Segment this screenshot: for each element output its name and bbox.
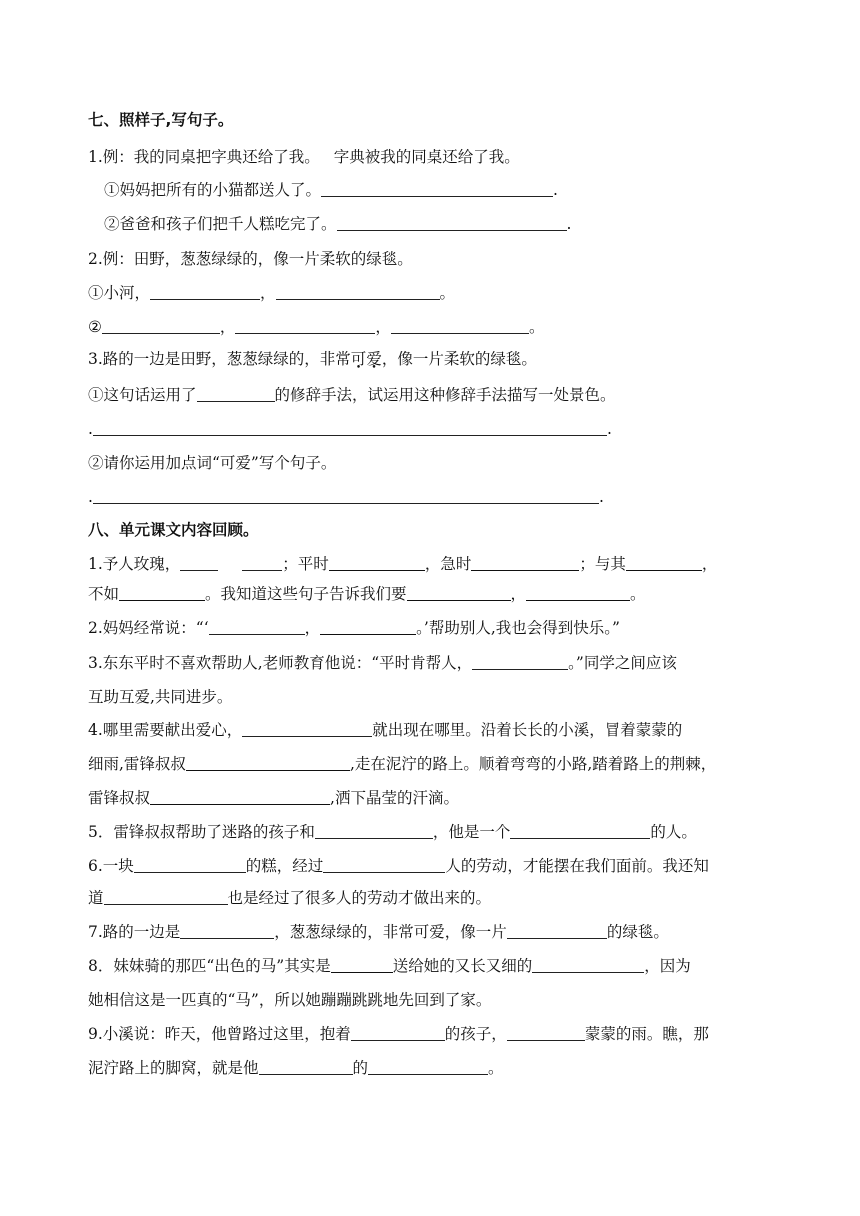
answer-blank[interactable] [507,922,607,939]
q-text: ， [260,284,276,302]
answer-blank[interactable] [197,385,275,402]
answer-blank[interactable] [235,317,375,334]
q-text: 蒙蒙的雨。瞧，那 [584,1025,709,1043]
s8-q3b: 互助互爱,共同进步。 [88,688,233,706]
answer-blank[interactable] [329,554,425,571]
s8-q5 [88,822,697,842]
answer-blank[interactable] [320,618,416,635]
q-text: 也是经过了很多人的劳动才做出来的。 [227,889,492,907]
q-text: . [553,181,558,199]
s7-q3-2: ②请你运用加点词“可爱”写个句子。 [88,454,337,472]
q-text: 的糕，经过 [245,857,324,875]
s8-q8b: 她相信这是一匹真的“马”，所以她蹦蹦跳跳地先回到了家。 [88,991,492,1009]
answer-blank[interactable] [532,956,644,973]
answer-blank[interactable] [102,317,220,334]
emphasis-char: 爱 [366,350,382,368]
q-text: 字典被我的同桌还给了我。 [333,148,520,166]
q-text: 。’帮助别人,我也会得到快乐。” [416,619,620,637]
q-text: 。我知道这些句子告诉我们要 [205,585,407,603]
answer-blank[interactable] [337,214,567,231]
answer-blank[interactable] [242,720,372,737]
q-text: ①小河， [88,284,151,302]
q-text: 送给她的又长又细的 [392,957,533,975]
answer-blank[interactable] [391,317,529,334]
q-text: 的孩子， [444,1025,507,1043]
q-text: . [566,215,572,233]
q-text: ，因为 [644,957,691,975]
q-text: ；与其 [579,555,626,573]
section-7-title: 七、照样子,写句子。 [88,111,234,129]
section-8-title: 八、单元课文内容回顾。 [88,521,259,539]
q-text: ，葱葱绿绿的，非常可爱，像一片 [274,923,507,941]
answer-blank[interactable] [526,584,630,601]
s8-q1 [88,554,717,574]
answer-line[interactable] [93,419,607,436]
s8-q1b [88,584,646,604]
q-text: 的绿毯。 [606,923,669,941]
answer-blank[interactable] [407,584,511,601]
q-text: 3.路的一边是田野，葱葱绿绿的，非常 [88,350,351,368]
q-text: ，急时 [424,555,472,573]
q-text: . [606,420,612,438]
q-text: 2.妈妈经常说：“‘ [88,619,209,637]
q-text: ， [304,619,321,637]
q-text: 。”同学之间应该 [568,654,677,672]
q-text: ， [510,585,527,603]
q-text: 道 [88,889,104,907]
s8-q7 [88,922,669,942]
s7-q1-1 [104,180,558,200]
q-text: 的 [352,1059,369,1077]
q-text: 。 [528,318,545,336]
s8-q6 [88,856,709,876]
s7-q1-2 [104,214,571,234]
answer-blank[interactable] [150,283,260,300]
answer-blank[interactable] [180,922,274,939]
answer-blank[interactable] [209,618,305,635]
q-text: 细雨,雷锋叔叔 [88,755,186,773]
q-text: . [88,488,93,506]
q-text: 泥泞路上的脚窝，就是他 [88,1059,259,1077]
answer-blank[interactable] [119,584,205,601]
s8-q4b [88,754,716,774]
s8-q4 [88,720,682,740]
q-text: 3.东东平时不喜欢帮助人,老师教育他说：“平时肯帮人， [88,654,473,672]
q-text: 。 [488,1059,504,1077]
answer-blank[interactable] [331,956,393,973]
answer-blank[interactable] [259,1058,353,1075]
s8-q2 [88,618,620,638]
q-text: ，像一片柔软的绿毯。 [381,350,537,368]
s7-q2: 2.例：田野，葱葱绿绿的，像一片柔软的绿毯。 [88,250,413,268]
s8-q8 [88,956,691,976]
answer-blank[interactable] [472,653,568,670]
q-text: 9.小溪说：昨天，他曾路过这里，抱着 [88,1025,351,1043]
q-text: . [598,488,604,506]
q-text: ①这句话运用了 [88,386,197,404]
q-text: ,走在泥泞的路上。顺着弯弯的小路,踏着路上的荆棘， [349,755,717,773]
q-text: ② [88,318,102,336]
q-text: ,洒下晶莹的汗滴。 [330,789,459,807]
emphasis-char: 可 [350,350,367,368]
answer-blank[interactable] [323,856,445,873]
q-text: 7.路的一边是 [88,923,181,941]
q-text: ，他是一个 [432,823,511,841]
s8-q3 [88,653,677,673]
q-text: 4.哪里需要献出爱心， [88,721,243,739]
answer-blank[interactable] [351,1024,445,1041]
answer-blank[interactable] [180,554,218,571]
s8-q9 [88,1024,709,1044]
s7-q3 [88,349,537,369]
answer-blank[interactable] [186,754,350,771]
q-text: 就出现在哪里。沿着长长的小溪，冒着蒙蒙的 [372,721,683,739]
answer-blank[interactable] [242,554,282,571]
q-text: ， [701,555,718,573]
q-text: ；平时 [282,555,329,573]
q-text: 1.例：我的同桌把字典还给了我。 [88,148,320,166]
s7-q3-2-line [88,487,604,507]
q-text: 。 [439,284,456,302]
s7-q3-1-line [88,419,612,439]
answer-blank[interactable] [507,1024,585,1041]
q-text: 。 [630,585,646,603]
s8-q9b [88,1058,504,1078]
q-text: 人的劳动，才能摆在我们面前。我还知 [445,857,709,875]
s8-q6b [88,888,491,908]
q-text: 的人。 [650,823,697,841]
q-text: ②爸爸和孩子们把千人糕吃完了。 [104,215,337,233]
answer-blank[interactable] [368,1058,488,1075]
q-text: ①妈妈把所有的小猫都送人了。 [104,181,322,199]
answer-blank[interactable] [104,888,228,905]
s7-q1 [88,147,520,167]
s7-q3-1 [88,385,616,405]
answer-blank[interactable] [510,822,650,839]
q-text: . [88,420,93,438]
q-text: 1.予人玫瑰， [88,555,181,573]
s7-q2-2 [88,317,544,337]
answer-blank[interactable] [626,554,702,571]
q-text: ， [375,318,391,336]
q-text: ， [219,318,236,336]
answer-blank[interactable] [321,180,553,197]
answer-blank[interactable] [276,283,440,300]
answer-blank[interactable] [134,856,246,873]
s7-q2-1 [88,283,455,303]
answer-blank[interactable] [471,554,579,571]
q-text: 8．妹妹骑的那匹“出色的马”其实是 [88,957,331,975]
q-text: 6.一块 [88,857,134,875]
answer-line[interactable] [93,487,599,504]
q-text: 不如 [88,585,120,603]
answer-blank[interactable] [315,822,433,839]
answer-blank[interactable] [150,788,330,805]
q-text: 雷锋叔叔 [88,789,151,807]
q-text: 5．雷锋叔叔帮助了迷路的孩子和 [88,823,315,841]
s8-q4c [88,788,459,808]
q-text: 的修辞手法，试运用这种修辞手法描写一处景色。 [274,386,616,404]
